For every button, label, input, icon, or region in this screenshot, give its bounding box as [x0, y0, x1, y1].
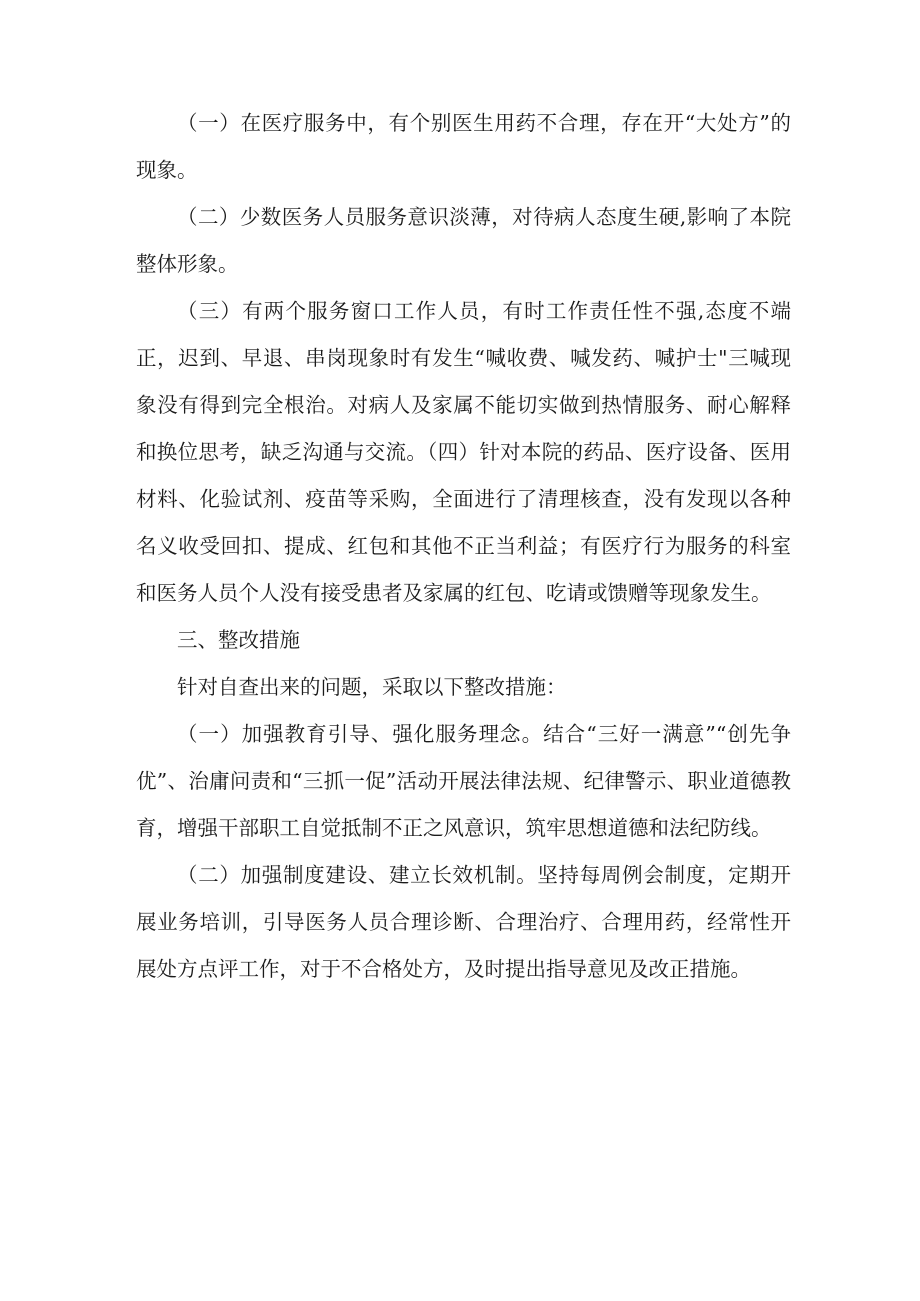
paragraph-2: （二）少数医务人员服务意识淡薄，对待病人态度生硬,影响了本院整体形象。 [136, 205, 791, 276]
document-body [136, 100, 791, 993]
paragraph-measure-1: （一）加强教育引导、强化服务理念。结合“三好一满意”“创先争优”、治庸问责和“三抓一促”活动开展法律法规、纪律警示、职业道德教育，增强干部职工自觉抵制不正之风意识，筑牢思想道德和法纪防线。 [136, 722, 791, 840]
paragraph-3: （三）有两个服务窗口工作人员，有时工作责任性不强,态度不端正，迟到、早退、串岗现象时有发生“喊收费、喊发药、喊护士"三喊现象没有得到完全根治。对病人及家属不能切实做到热情服务、耐心解释和换位思考，缺乏沟通与交流。（四）针对本院的药品、医疗设备、医用材料、化验试剂、疫苗等采购，全面进行了清理核查，没有发现以各种名义收受回扣、提成、红包和其他不正当利益；有医疗行为服务的科室和医务人员个人没有接受患者及家属的红包、吃请或馈赠等现象发生。 [136, 299, 791, 605]
paragraph-1: （一）在医疗服务中，有个别医生用药不合理，存在开“大处方”的现象。 [136, 111, 791, 182]
paragraph-measure-2: （二）加强制度建设、建立长效机制。坚持每周例会制度，定期开展业务培训，引导医务人员合理诊断、合理治疗、合理用药，经常性开展处方点评工作，对于不合格处方，及时提出指导意见及改正措施。 [136, 863, 791, 981]
paragraph-intro: 针对自查出来的问题，采取以下整改措施： [177, 675, 567, 699]
section-heading: 三、整改措施 [177, 628, 300, 652]
